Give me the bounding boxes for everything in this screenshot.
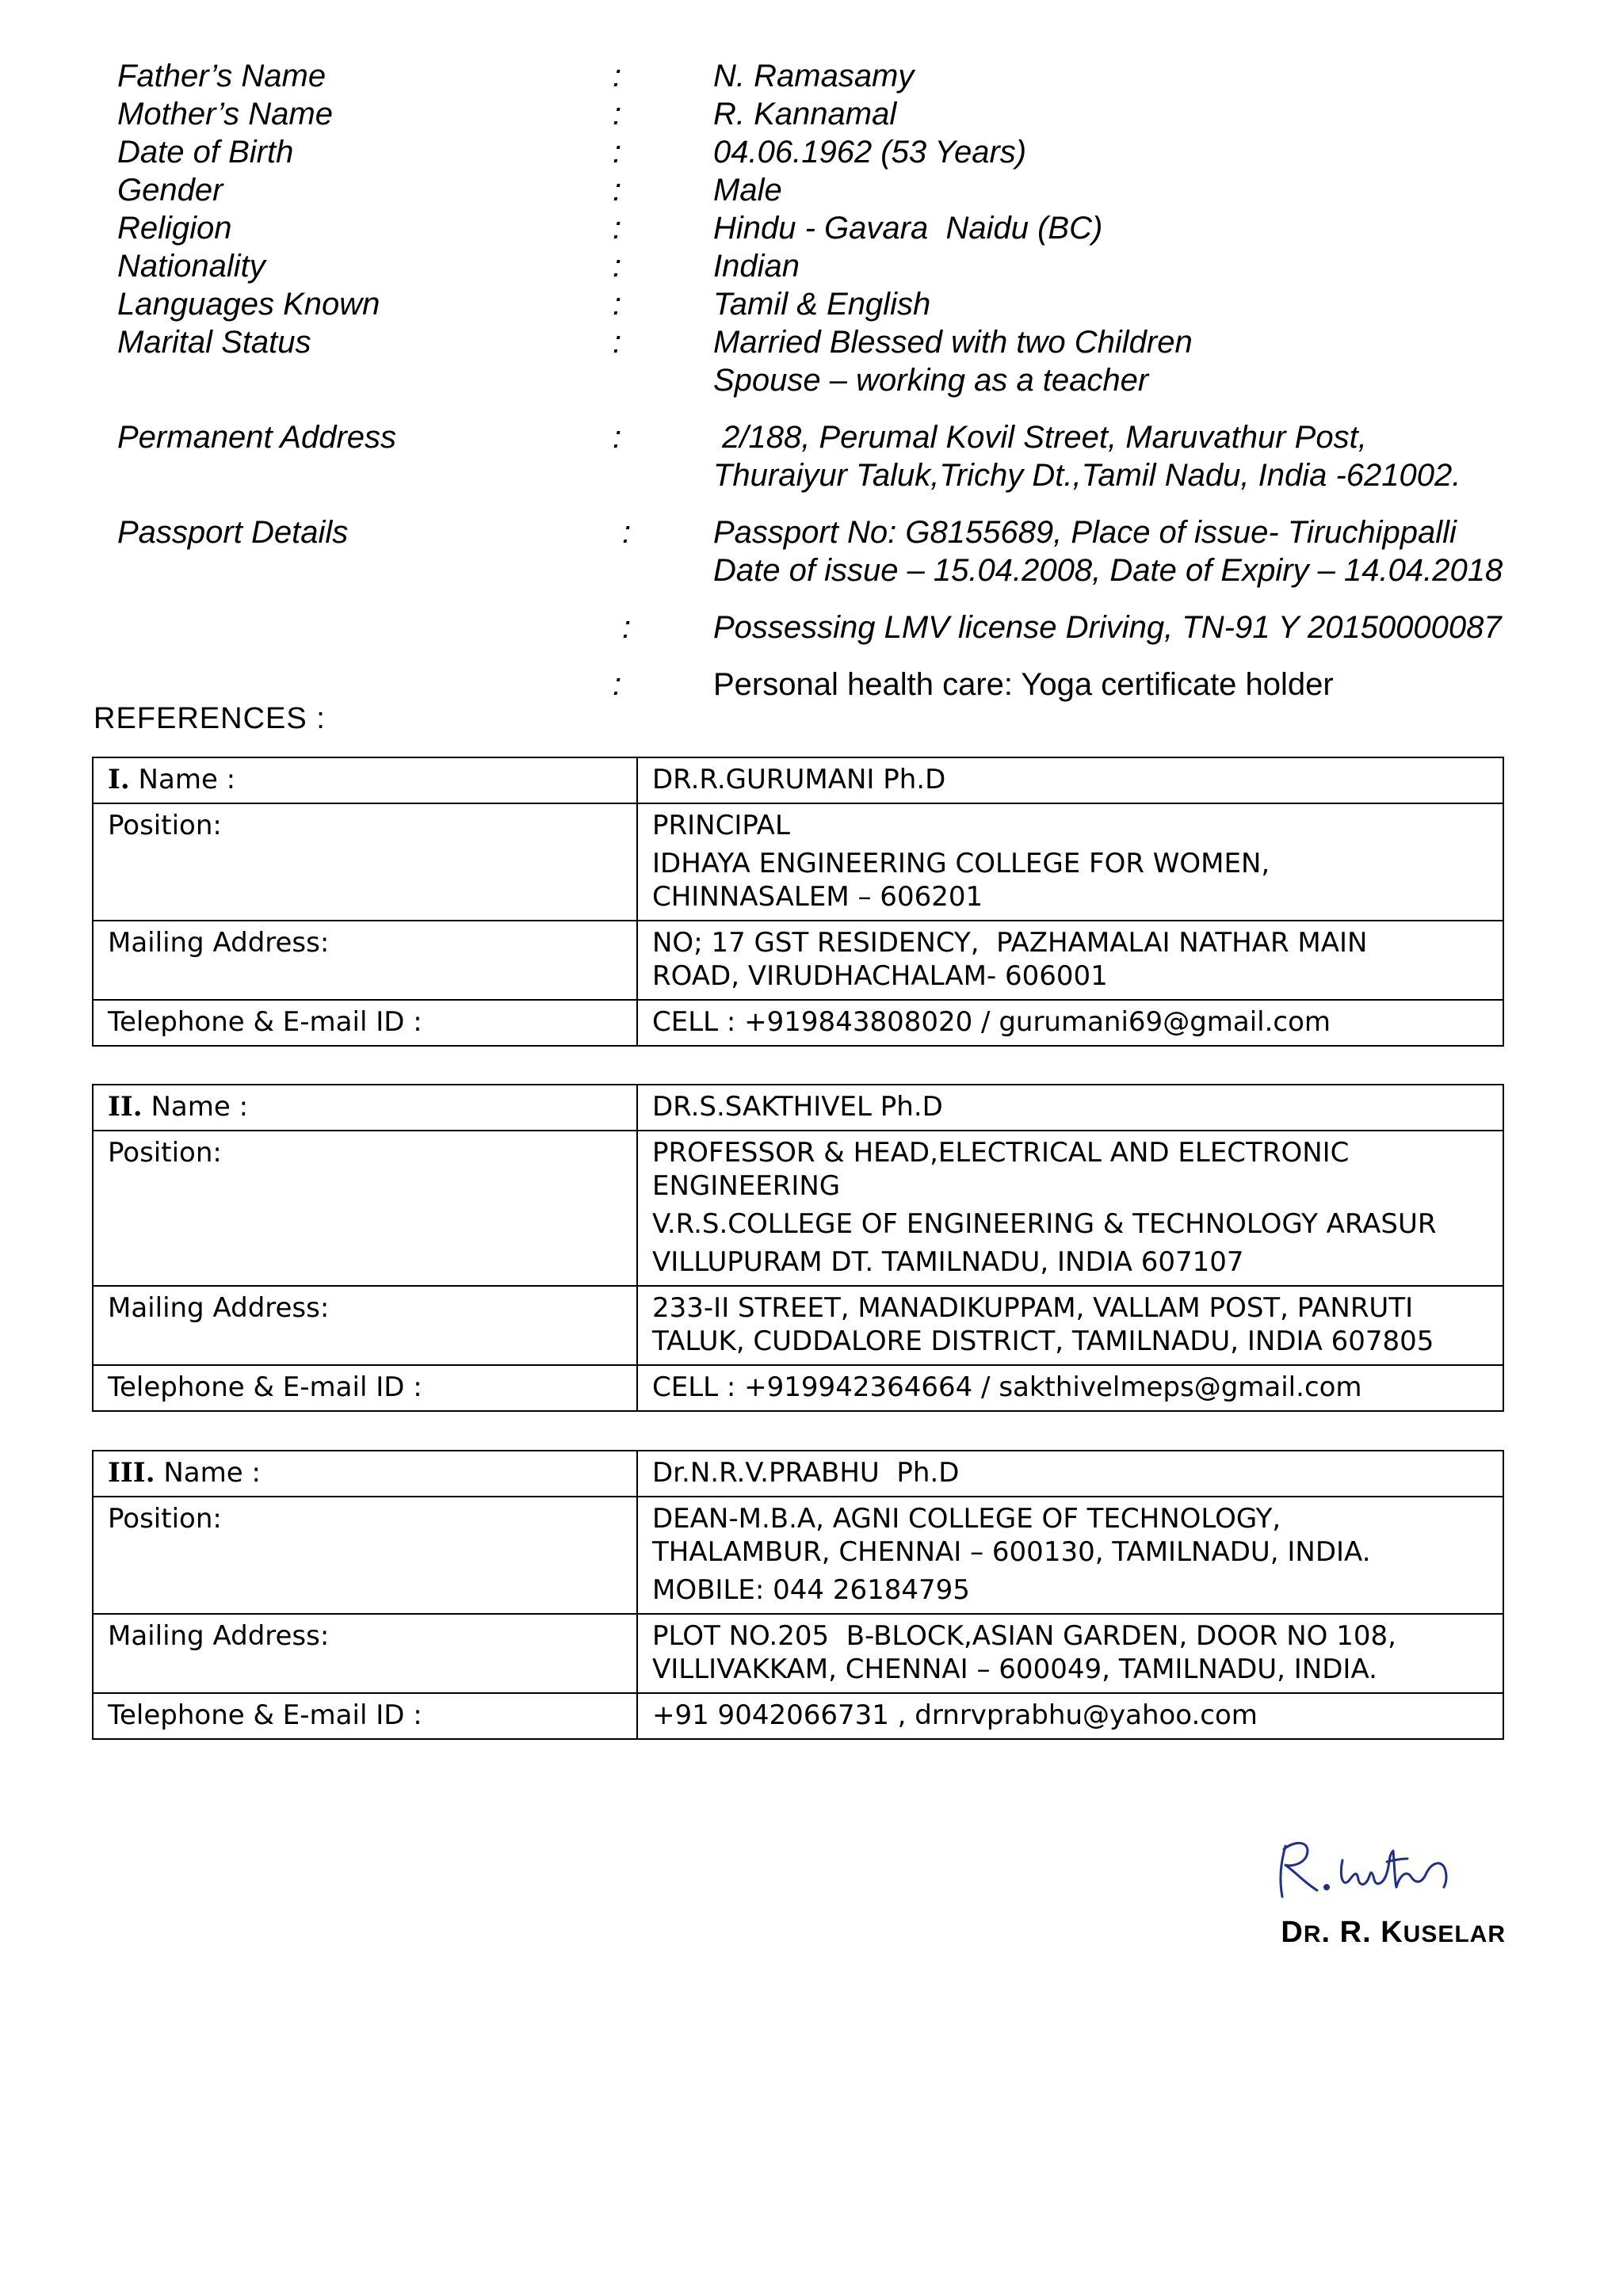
detail-value: Tamil & English	[713, 287, 931, 322]
detail-colon: :	[613, 97, 622, 132]
reference-mailing-line: ROAD, VIRUDHACHALAM- 606001	[652, 960, 1108, 992]
detail-row-nationality	[117, 247, 1544, 285]
reference-numeral: II.	[108, 1091, 143, 1123]
reference-row-name	[93, 757, 1503, 803]
detail-colon: :	[622, 610, 632, 645]
references-heading: REFERENCES :	[94, 702, 326, 735]
reference-row-mailing	[93, 1286, 1503, 1365]
detail-row-permanent-address	[117, 418, 1544, 513]
reference-mailing-line: TALUK, CUDDALORE DISTRICT, TAMILNADU, INDIA 607805	[652, 1325, 1434, 1357]
detail-label: Passport Details	[117, 515, 349, 550]
detail-colon: :	[613, 667, 622, 702]
detail-colon: :	[622, 515, 632, 550]
handwritten-signature	[1260, 1814, 1498, 1909]
reference-contact-label: Telephone & E-mail ID :	[93, 1693, 637, 1739]
detail-label: Father’s Name	[117, 59, 327, 93]
reference-contact-label: Telephone & E-mail ID :	[93, 1365, 637, 1411]
reference-table-1	[92, 757, 1504, 1047]
reference-mailing-label: Mailing Address:	[93, 921, 637, 1000]
reference-name-label: Name :	[142, 1091, 249, 1123]
reference-name: DR.R.GURUMANI Ph.D	[637, 757, 1503, 803]
reference-contact: CELL : +919942364664 / sakthivelmeps@gmail.com	[637, 1365, 1503, 1411]
detail-value: Passport No: G8155689, Place of issue- Tiruchippalli	[713, 515, 1457, 550]
detail-value: N. Ramasamy	[713, 59, 915, 93]
signer-name: DR. R. KUSELAR	[1281, 1916, 1506, 1949]
reference-position-line: V.R.S.COLLEGE OF ENGINEERING & TECHNOLOGY ARASUR	[652, 1208, 1437, 1240]
detail-value: 2/188, Perumal Kovil Street, Maruvathur Post,	[713, 420, 1367, 455]
detail-row-father-name	[117, 57, 1544, 95]
detail-label: Nationality	[117, 249, 265, 284]
reference-table-3	[92, 1450, 1504, 1740]
reference-position-line: THALAMBUR, CHENNAI – 600130, TAMILNADU, INDIA.	[652, 1536, 1371, 1568]
detail-label: Religion	[117, 211, 232, 246]
reference-row-name	[93, 1085, 1503, 1131]
detail-row-marital-status	[117, 323, 1544, 399]
detail-colon: :	[613, 325, 622, 360]
reference-position-line: DEAN-M.B.A, AGNI COLLEGE OF TECHNOLOGY,	[652, 1503, 1281, 1535]
reference-position-line: PROFESSOR & HEAD,ELECTRICAL AND ELECTRONIC	[652, 1137, 1350, 1169]
reference-table-2	[92, 1084, 1504, 1412]
reference-mailing-label: Mailing Address:	[93, 1286, 637, 1365]
detail-colon: :	[613, 287, 622, 322]
reference-position-label: Position:	[93, 803, 637, 921]
reference-row-contact	[93, 1000, 1503, 1046]
reference-position-label: Position:	[93, 1131, 637, 1286]
reference-name: DR.S.SAKTHIVEL Ph.D	[637, 1085, 1503, 1131]
signature-stroke	[1284, 1843, 1317, 1890]
detail-colon: :	[613, 135, 622, 170]
reference-numeral: III.	[108, 1457, 155, 1489]
signature-stroke	[1341, 1851, 1446, 1887]
reference-mailing-label: Mailing Address:	[93, 1614, 637, 1693]
reference-position-cell	[637, 803, 1503, 921]
reference-label-cell	[93, 757, 637, 803]
reference-row-contact	[93, 1365, 1503, 1411]
detail-value-line2: Thuraiyur Taluk,Trichy Dt.,Tamil Nadu, India -621002.	[713, 458, 1461, 493]
reference-position-line: CHINNASALEM – 606201	[652, 881, 983, 913]
detail-row-license	[117, 608, 1544, 646]
detail-label: Marital Status	[117, 325, 311, 360]
detail-value: Personal health care: Yoga certificate holder	[713, 667, 1334, 702]
reference-mailing-cell	[637, 1286, 1503, 1365]
detail-value: 04.06.1962 (53 Years)	[713, 135, 1027, 170]
detail-colon: :	[613, 59, 622, 93]
detail-value: Indian	[713, 249, 800, 284]
detail-value: Possessing LMV license Driving, TN-91 Y 20150000087	[713, 610, 1502, 645]
reference-mailing-line: VILLIVAKKAM, CHENNAI – 600049, TAMILNADU, INDIA.	[652, 1653, 1377, 1685]
detail-value: R. Kannamal	[713, 97, 897, 132]
reference-position-line: MOBILE: 044 26184795	[652, 1574, 970, 1606]
reference-contact: CELL : +919843808020 / gurumani69@gmail.com	[637, 1000, 1503, 1046]
reference-name: Dr.N.R.V.PRABHU Ph.D	[637, 1451, 1503, 1497]
reference-position-line: PRINCIPAL	[652, 810, 790, 841]
detail-row-health-care	[117, 666, 1544, 704]
detail-row-gender	[117, 171, 1544, 209]
signature-stroke	[1281, 1846, 1285, 1897]
reference-position-cell	[637, 1497, 1503, 1614]
reference-position-line: ENGINEERING	[652, 1170, 841, 1202]
detail-colon: :	[613, 173, 622, 208]
reference-mailing-line: 233-II STREET, MANADIKUPPAM, VALLAM POST, PANRUTI	[652, 1292, 1414, 1324]
personal-details	[117, 57, 1544, 704]
reference-row-position	[93, 1497, 1503, 1614]
detail-row-passport	[117, 513, 1544, 589]
detail-value-line2: Date of issue – 15.04.2008, Date of Expiry – 14.04.2018	[713, 553, 1503, 588]
reference-name-label: Name :	[129, 764, 236, 795]
reference-row-name	[93, 1451, 1503, 1497]
reference-name-label: Name :	[155, 1457, 261, 1489]
detail-colon: :	[613, 420, 622, 455]
detail-value: Married Blessed with two Children	[713, 325, 1193, 360]
reference-position-label: Position:	[93, 1497, 637, 1614]
reference-position-cell	[637, 1131, 1503, 1286]
reference-contact: +91 9042066731 , drnrvprabhu@yahoo.com	[637, 1693, 1503, 1739]
reference-label-cell	[93, 1451, 637, 1497]
detail-colon: :	[613, 249, 622, 284]
detail-row-date-of-birth	[117, 133, 1544, 171]
detail-label: Permanent Address	[117, 420, 397, 455]
detail-label: Mother’s Name	[117, 97, 333, 132]
reference-row-position	[93, 1131, 1503, 1286]
reference-row-position	[93, 803, 1503, 921]
detail-value-line2: Spouse – working as a teacher	[713, 363, 1149, 398]
detail-row-languages	[117, 285, 1544, 323]
reference-position-line: VILLUPURAM DT. TAMILNADU, INDIA 607107	[652, 1246, 1244, 1278]
reference-mailing-line: NO; 17 GST RESIDENCY, PAZHAMALAI NATHAR MAIN	[652, 927, 1368, 959]
reference-label-cell	[93, 1085, 637, 1131]
detail-label: Gender	[117, 173, 223, 208]
reference-mailing-cell	[637, 921, 1503, 1000]
detail-colon: :	[613, 211, 622, 246]
detail-row-mother-name	[117, 95, 1544, 133]
reference-contact-label: Telephone & E-mail ID :	[93, 1000, 637, 1046]
detail-label: Languages Known	[117, 287, 380, 322]
reference-numeral: I.	[108, 764, 130, 795]
reference-mailing-cell	[637, 1614, 1503, 1693]
detail-value: Male	[713, 173, 782, 208]
reference-row-mailing	[93, 921, 1503, 1000]
signature-dot	[1325, 1886, 1329, 1890]
reference-position-line: IDHAYA ENGINEERING COLLEGE FOR WOMEN,	[652, 848, 1270, 879]
detail-row-religion	[117, 209, 1544, 247]
detail-value: Hindu - Gavara Naidu (BC)	[713, 211, 1103, 246]
reference-row-mailing	[93, 1614, 1503, 1693]
reference-mailing-line: PLOT NO.205 B-BLOCK,ASIAN GARDEN, DOOR NO 108,	[652, 1620, 1396, 1652]
reference-row-contact	[93, 1693, 1503, 1739]
detail-label: Date of Birth	[117, 135, 294, 170]
